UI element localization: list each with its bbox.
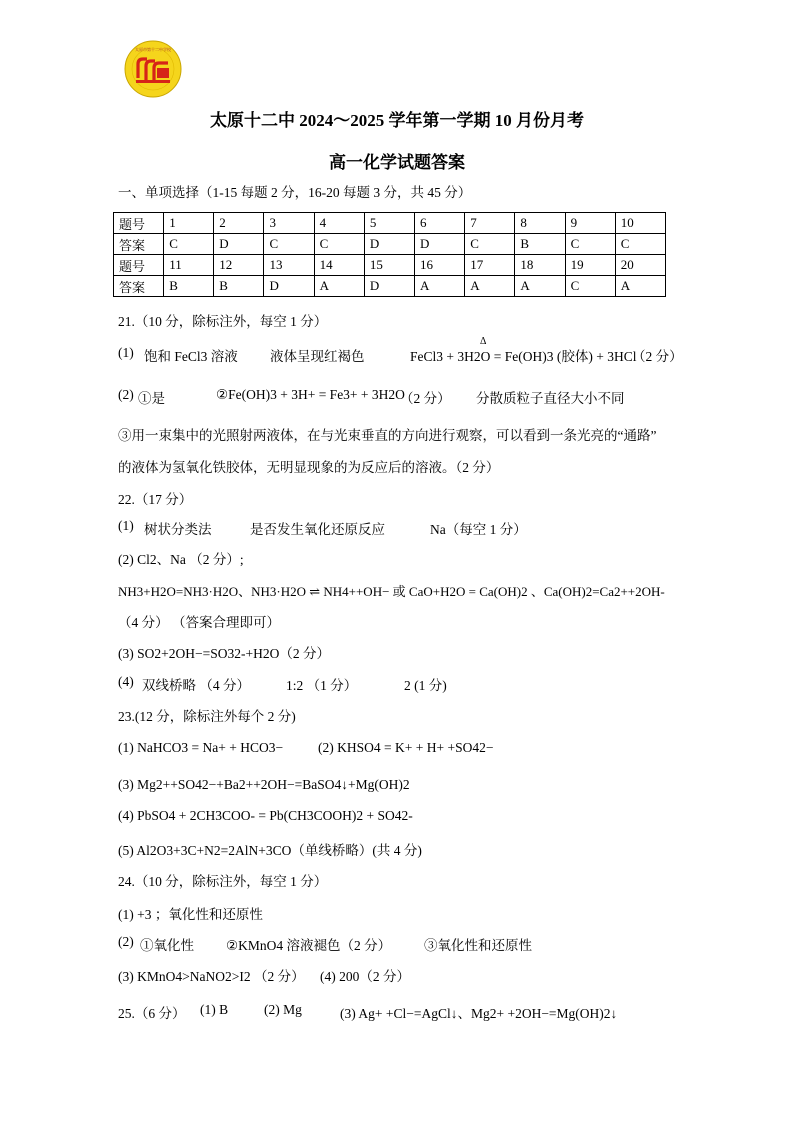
q22-p4-a: 双线桥略 （4 分） bbox=[142, 678, 250, 693]
table-cell: A bbox=[615, 276, 665, 297]
q24-p4: (4) 200（2 分） bbox=[320, 969, 410, 984]
q21-p1-label: (1) bbox=[118, 345, 134, 360]
table-cell: C bbox=[615, 234, 665, 255]
table-cell: C bbox=[565, 276, 615, 297]
table-row bbox=[114, 255, 666, 276]
table-cell: 题号 bbox=[114, 213, 164, 234]
q24-heading: 24.（10 分，除标注外，每空 1 分） bbox=[118, 874, 328, 889]
table-cell: 2 bbox=[214, 213, 264, 234]
table-cell: 7 bbox=[465, 213, 515, 234]
q25-p1: (1) B bbox=[200, 1002, 229, 1017]
table-cell: C bbox=[264, 234, 314, 255]
table-cell: A bbox=[415, 276, 465, 297]
q22-p2-score: （4 分） （答案合理即可） bbox=[118, 615, 280, 630]
q21-p2-c: 分散质粒子直径大小不同 bbox=[476, 391, 625, 406]
table-cell: D bbox=[364, 234, 414, 255]
q21-p1-b: 液体呈现红褐色 bbox=[270, 349, 365, 364]
q22-p1-a: 树状分类法 bbox=[144, 522, 212, 537]
q21-p1-a: 饱和 FeCl3 溶液 bbox=[144, 349, 238, 364]
q21-p2-label: (2) bbox=[118, 387, 134, 402]
q23-heading: 23.(12 分，除标注外每个 2 分) bbox=[118, 709, 296, 724]
table-cell: 答案 bbox=[114, 234, 164, 255]
q21-p1-score: （2 分） bbox=[632, 349, 683, 364]
table-cell: 12 bbox=[214, 255, 264, 276]
table-cell: 答案 bbox=[114, 276, 164, 297]
q23-p2: (2) KHSO4 = K+ + H+ +SO42− bbox=[318, 740, 494, 755]
table-cell: 16 bbox=[415, 255, 465, 276]
q21-p2-score: （2 分） bbox=[400, 391, 451, 406]
q24-p2-b: ②KMnO4 溶液褪色（2 分） bbox=[226, 938, 392, 953]
q21-p3-line2: 的液体为氢氧化铁胶体，无明显现象的为反应后的溶液。（2 分） bbox=[118, 460, 500, 475]
q22-heading: 22.（17 分） bbox=[118, 492, 193, 507]
q21-p1-eq: FeCl3 + 3H2O = Fe(OH)3 (胶体) + 3HCl bbox=[410, 349, 637, 364]
q21-heading: 21.（10 分，除标注外，每空 1 分） bbox=[118, 314, 328, 329]
q24-p2-c: ③氧化性和还原性 bbox=[424, 938, 532, 953]
table-cell: B bbox=[515, 234, 565, 255]
table-cell: D bbox=[214, 234, 264, 255]
table-cell: 11 bbox=[164, 255, 214, 276]
table-cell: C bbox=[164, 234, 214, 255]
table-cell: D bbox=[264, 276, 314, 297]
table-cell: 15 bbox=[364, 255, 414, 276]
q23-p5: (5) Al2O3+3C+N2=2AlN+3CO（单线桥略）(共 4 分) bbox=[118, 843, 422, 858]
q21-p3-line1: ③用一束集中的光照射两液体，在与光束垂直的方向进行观察，可以看到一条光亮的“通路” bbox=[118, 428, 657, 443]
table-cell: 5 bbox=[364, 213, 414, 234]
table-row bbox=[114, 276, 666, 297]
q22-p4-label: (4) bbox=[118, 674, 134, 689]
q22-p4-b: 1:2 （1 分） bbox=[286, 678, 358, 693]
table-cell: A bbox=[515, 276, 565, 297]
table-row bbox=[114, 234, 666, 255]
q25-label: 25.（6 分） bbox=[118, 1006, 186, 1021]
q23-p3: (3) Mg2++SO42−+Ba2++2OH−=BaSO4↓+Mg(OH)2 bbox=[118, 777, 410, 792]
q22-p1-label: (1) bbox=[118, 518, 134, 533]
q21-p2-a: ①是 bbox=[138, 391, 165, 406]
table-cell: 4 bbox=[314, 213, 364, 234]
q24-p2-a: ①氧化性 bbox=[140, 938, 194, 953]
table-cell: C bbox=[314, 234, 364, 255]
table-cell: 17 bbox=[465, 255, 515, 276]
school-logo bbox=[124, 40, 182, 98]
q22-p3: (3) SO2+2OH−=SO32-+H2O（2 分） bbox=[118, 646, 330, 661]
q24-p2-label: (2) bbox=[118, 934, 134, 949]
page-title: 太原十二中 2024～2025 学年第一学期 10 月份月考 bbox=[210, 111, 584, 130]
page-subtitle: 高一化学试题答案 bbox=[329, 153, 465, 172]
table-cell: 13 bbox=[264, 255, 314, 276]
table-cell: 19 bbox=[565, 255, 615, 276]
table-cell: 8 bbox=[515, 213, 565, 234]
q25-p2: (2) Mg bbox=[264, 1002, 302, 1017]
table-cell: 9 bbox=[565, 213, 615, 234]
table-cell: A bbox=[314, 276, 364, 297]
section1-heading: 一、单项选择（1-15 每题 2 分，16-20 每题 3 分，共 45 分） bbox=[118, 185, 472, 200]
table-cell: B bbox=[214, 276, 264, 297]
table-row bbox=[114, 213, 666, 234]
table-cell: D bbox=[415, 234, 465, 255]
q24-p1: (1) +3 ；氧化性和还原性 bbox=[118, 907, 263, 922]
table-cell: 1 bbox=[164, 213, 214, 234]
table-cell: 18 bbox=[515, 255, 565, 276]
q22-p4-c: 2 (1 分) bbox=[404, 678, 447, 693]
q25-p3: (3) Ag+ +Cl−=AgCl↓、Mg2+ +2OH−=Mg(OH)2↓ bbox=[340, 1006, 618, 1021]
q23-p4: (4) PbSO4 + 2CH3COO- = Pb(CH3COOH)2 + SO42- bbox=[118, 808, 413, 823]
q21-p2-b: ②Fe(OH)3 + 3H+ = Fe3+ + 3H2O bbox=[216, 387, 405, 402]
table-cell: A bbox=[465, 276, 515, 297]
table-cell: 14 bbox=[314, 255, 364, 276]
table-cell: D bbox=[364, 276, 414, 297]
table-cell: 10 bbox=[615, 213, 665, 234]
table-cell: 题号 bbox=[114, 255, 164, 276]
table-cell: B bbox=[164, 276, 214, 297]
q22-p1-c: Na（每空 1 分） bbox=[430, 522, 527, 537]
table-cell: 20 bbox=[615, 255, 665, 276]
logo-text: 太原市第十二中学校 bbox=[135, 47, 171, 52]
table-cell: 6 bbox=[415, 213, 465, 234]
answer-table bbox=[113, 212, 666, 297]
table-cell: 3 bbox=[264, 213, 314, 234]
q22-p2: (2) Cl2、Na （2 分）; bbox=[118, 552, 244, 567]
q24-p3: (3) KMnO4>NaNO2>I2 （2 分） bbox=[118, 969, 305, 984]
q23-p1: (1) NaHCO3 = Na+ + HCO3− bbox=[118, 740, 284, 755]
table-cell: C bbox=[565, 234, 615, 255]
q21-delta: Δ bbox=[480, 336, 487, 347]
q22-p2-equations: NH3+H2O=NH3·H2O、NH3·H2O ⇌ NH4++OH− 或 CaO+H2O = Ca(OH)2 、Ca(OH)2=Ca2++2OH- bbox=[118, 584, 665, 599]
q22-p1-b: 是否发生氧化还原反应 bbox=[250, 522, 385, 537]
table-cell: C bbox=[465, 234, 515, 255]
